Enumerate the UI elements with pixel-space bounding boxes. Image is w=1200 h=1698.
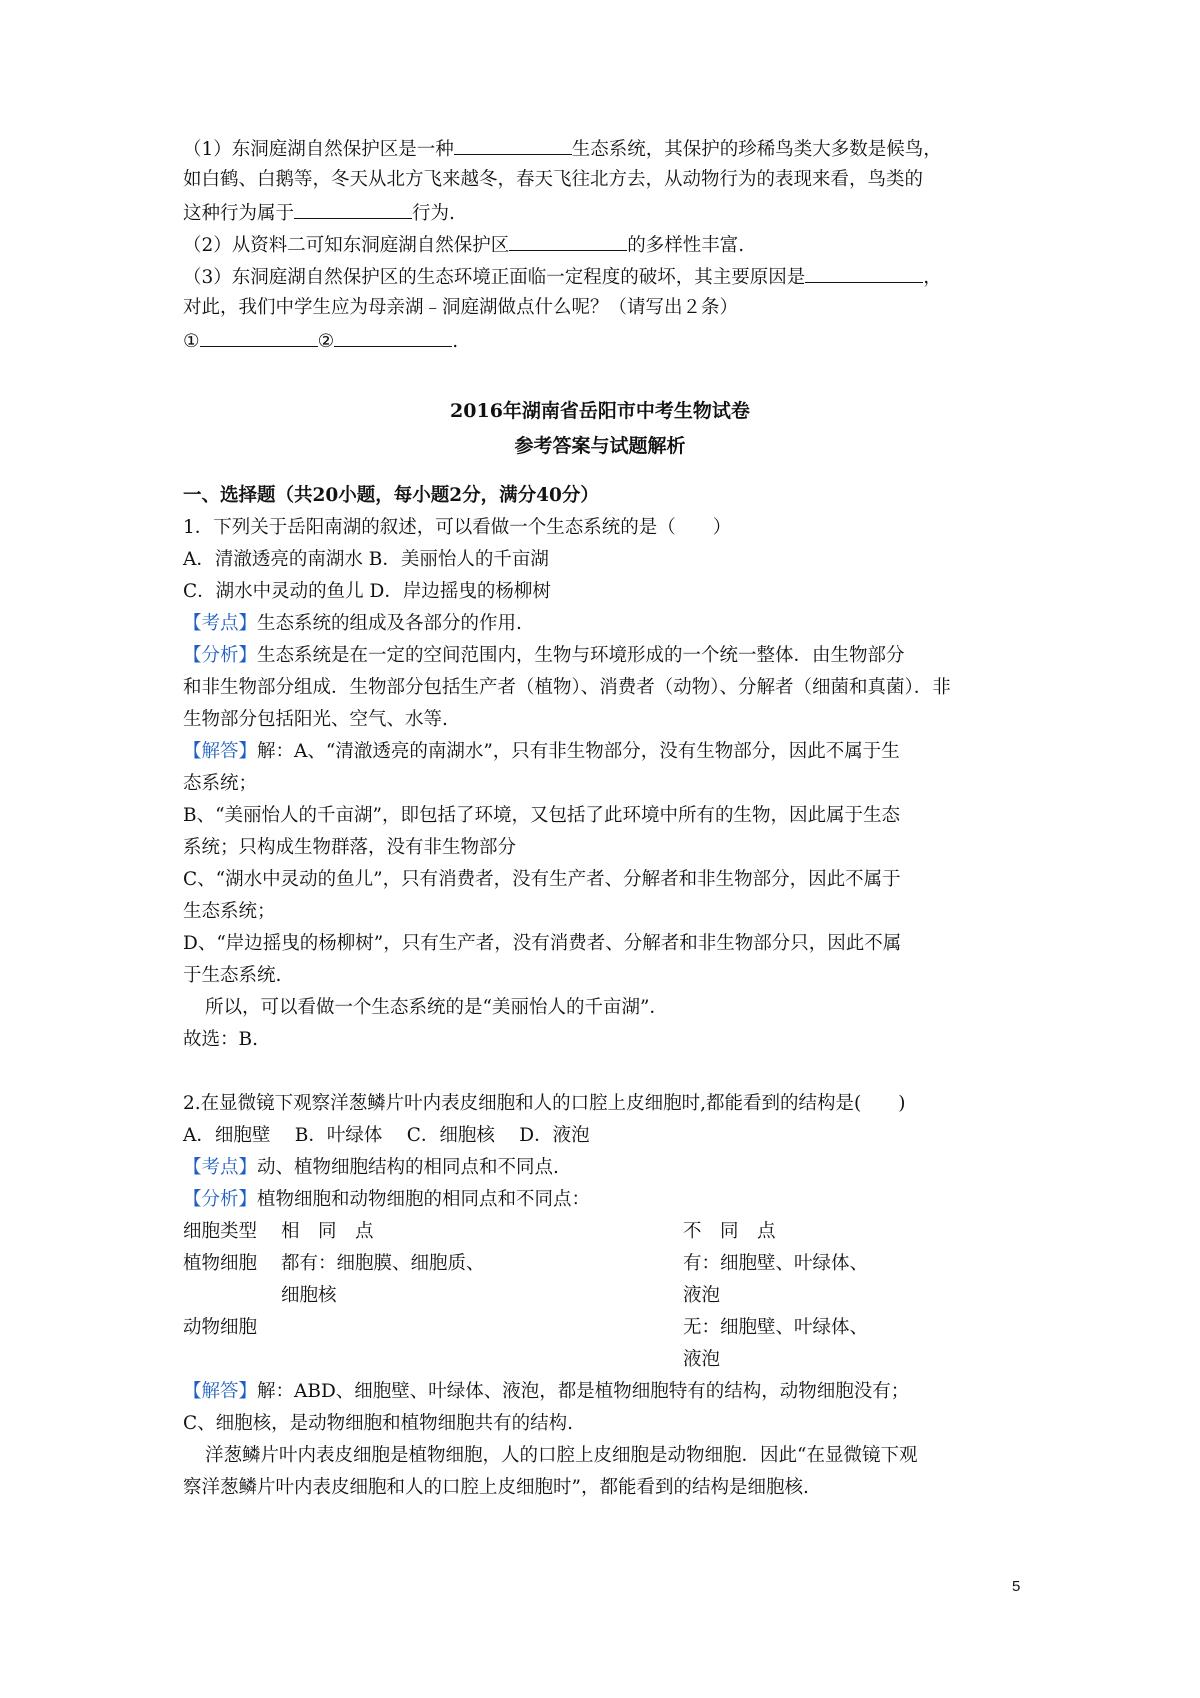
text-line: 察洋葱鳞片叶内表皮细胞和人的口腔上皮细胞时”，都能看到的结构是细胞核.	[183, 1477, 809, 1498]
q1-line-2: 如白鹤、白鹅等，冬天从北方飞来越冬，春天飞往北方去，从动物行为的表现来看，鸟类的	[183, 169, 924, 190]
answer-blank[interactable]	[334, 324, 452, 347]
text-line: D、“岸边摇曳的杨柳树”，只有生产者，没有消费者、分解者和非生物部分只，因此不属	[183, 933, 902, 954]
problem-2-kaodian: 【考点】动、植物细胞结构的相同点和不同点.	[183, 1157, 559, 1178]
table-row: 细胞类型 相 同 点 不 同 点	[183, 1221, 776, 1242]
q1-line-1	[183, 132, 1033, 164]
answers-section	[183, 480, 1033, 1504]
problem-1-options-ab: A．清澈透亮的南湖水 B．美丽怡人的千亩湖	[183, 549, 549, 570]
answer-blank[interactable]	[509, 228, 627, 251]
text-line: 生态系统；	[183, 901, 276, 922]
text-line: C、细胞核，是动物细胞和植物细胞共有的结构.	[183, 1413, 574, 1434]
problem-2-stem: 2.在显微镜下观察洋葱鳞片叶内表皮细胞和人的口腔上皮细胞时,都能看到的结构是( )	[183, 1093, 906, 1114]
kaodian-tag: 【考点】	[183, 1157, 258, 1178]
q3-line-1: （3）东洞庭湖自然保护区的生态环境正面临一定程度的破坏，其主要原因是 ，	[183, 260, 1033, 292]
text-line: 系统；只构成生物群落，没有非生物部分	[183, 837, 517, 858]
page-number: 5	[1012, 1578, 1021, 1595]
page-subtitle: 参考答案与试题解析	[514, 435, 686, 457]
table-row: 植物细胞 都有：细胞膜、细胞质、 有：细胞壁、叶绿体、	[183, 1253, 869, 1274]
text-line: 生物部分包括阳光、空气、水等.	[183, 709, 448, 730]
q1-text-b: 生态系统，其保护的珍稀鸟类大多数是候鸟，	[571, 139, 942, 160]
answer-blank[interactable]	[805, 260, 923, 283]
problem-2-options: A．细胞壁 B．叶绿体 C．细胞核 D．液泡	[183, 1125, 590, 1146]
text-line: 洋葱鳞片叶内表皮细胞是植物细胞，人的口腔上皮细胞是动物细胞．因此“在显微镜下观	[205, 1445, 918, 1466]
jieda-tag: 【解答】	[183, 1381, 258, 1402]
table-row: 细胞核 液泡	[281, 1285, 721, 1306]
problem-2-fenxi: 【分析】植物细胞和动物细胞的相同点和不同点：	[183, 1189, 591, 1210]
table-row: 动物细胞 无：细胞壁、叶绿体、	[183, 1317, 869, 1338]
problem-2-jieda: 【解答】解：ABD、细胞壁、叶绿体、液泡，都是植物细胞特有的结构，动物细胞没有；	[183, 1381, 910, 1402]
answer-blank[interactable]	[200, 324, 318, 347]
q3-line-3: ① ② .	[183, 324, 1033, 356]
fenxi-tag: 【分析】	[183, 1189, 258, 1210]
text-line: 和非生物部分组成．生物部分包括生产者（植物）、消费者（动物）、分解者（细菌和真菌）．非	[183, 677, 951, 698]
text-line: C、“湖水中灵动的鱼儿”，只有消费者，没有生产者、分解者和非生物部分，因此不属于	[183, 869, 901, 890]
problem-1-fenxi: 【分析】生态系统是在一定的空间范围内，生物与环境形成的一个统一整体．由生物部分	[183, 645, 905, 666]
text-line: B、“美丽怡人的千亩湖”，即包括了环境，又包括了此环境中所有的生物，因此属于生态	[183, 805, 901, 826]
section-heading: 一、选择题（共20小题，每小题2分，满分40分）	[183, 485, 599, 506]
fenxi-tag: 【分析】	[183, 645, 258, 666]
jieda-tag: 【解答】	[183, 741, 258, 762]
spacer	[183, 1056, 1033, 1088]
problem-1-stem: 1．下列关于岳阳南湖的叙述，可以看做一个生态系统的是（ ）	[183, 517, 732, 538]
q2-line: （2）从资料二可知东洞庭湖自然保护区 的多样性丰富.	[183, 228, 1033, 260]
problem-1-jieda: 【解答】解：A、“清澈透亮的南湖水”，只有非生物部分，没有生物部分，因此不属于生	[183, 741, 900, 762]
cell-comparison-table	[183, 1216, 1033, 1376]
problem-1-answer: 故选：B.	[183, 1029, 258, 1050]
kaodian-tag: 【考点】	[183, 613, 258, 634]
problem-1-options-cd: C．湖水中灵动的鱼儿 D．岸边摇曳的杨柳树	[183, 581, 551, 602]
text-line: 于生态系统.	[183, 965, 282, 986]
page-title: 2016年湖南省岳阳市中考生物试卷	[450, 400, 750, 422]
table-row: 液泡	[683, 1349, 721, 1370]
q3-line-2: 对此，我们中学生应为母亲湖﹣洞庭湖做点什么呢？（请写出２条）	[183, 297, 739, 318]
q1-text-a: （1）东洞庭湖自然保护区是一种	[183, 139, 454, 160]
problem-1-kaodian: 【考点】生态系统的组成及各部分的作用.	[183, 613, 522, 634]
fill-in-questions	[183, 132, 1033, 356]
answer-blank[interactable]	[294, 196, 412, 219]
text-line: 态系统；	[183, 773, 258, 794]
q1-line-3: 这种行为属于 行为.	[183, 196, 1033, 228]
text-line: 所以，可以看做一个生态系统的是“美丽怡人的千亩湖”．	[205, 997, 668, 1018]
answer-blank[interactable]	[454, 132, 572, 155]
